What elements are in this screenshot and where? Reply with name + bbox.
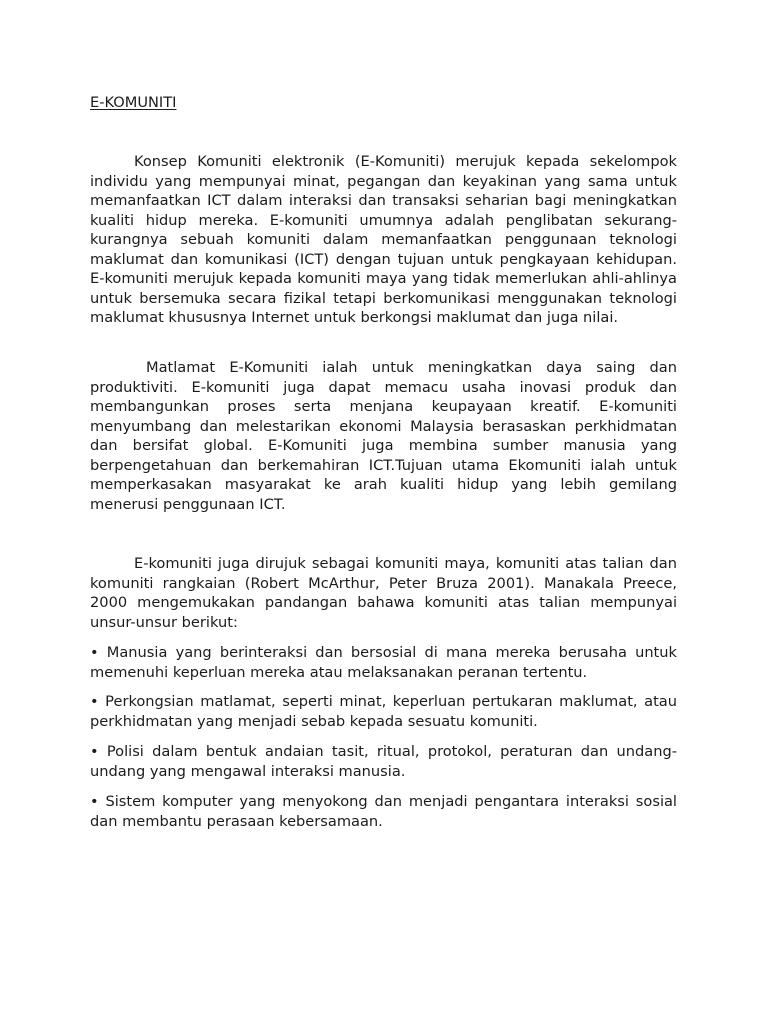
paragraph-konsep: Konsep Komuniti elektronik (E-Komuniti) merujuk kepada sekelompok individu yang mempunyai minat, pegangan dan keyakinan yang sama untuk memanfaatkan ICT dalam interaksi dan transaksi seharian bagi meningkatkan kualiti hidup mereka. E-komuniti umumnya adalah penglibatan sekurang-kurangnya sebuah komuniti dalam memanfaatkan penggunaan teknologi maklumat dan komunikasi (ICT) dengan tujuan untuk pengkayaan kehidupan. E-komuniti merujuk kepada komuniti maya yang tidak memerlukan ahli-ahlinya untuk bersemuka secara fizikal tetapi berkomunikasi menggunakan teknologi maklumat khususnya Internet untuk berkongsi maklumat dan juga nilai. [90, 153, 677, 326]
document-title: E-KOMUNITI [90, 94, 177, 111]
paragraph-matlamat: Matlamat E-Komuniti ialah untuk meningkatkan daya saing dan produktiviti. E-komuniti juga dapat memacu usaha inovasi produk dan membangunkan proses serta menjana keupayaan kreatif. E-komuniti menyumbang dan melestarikan ekonomi Malaysia berasaskan perkhidmatan dan bersifat global. E-Komuniti juga membina sumber manusia yang berpengetahuan dan berkemahiran ICT.Tujuan utama Ekomuniti ialah untuk memperkasakan masyarakat ke arah kualiti hidup yang lebih gemilang menerusi penggunaan ICT. [90, 359, 677, 513]
bullet-item-manusia: • Manusia yang berinteraksi dan bersosial di mana mereka berusaha untuk memenuhi keperluan mereka atau melaksanakan peranan tertentu. [90, 644, 677, 681]
bullet-item-sistem: • Sistem komputer yang menyokong dan menjadi pengantara interaksi sosial dan membantu perasaan kebersamaan. [90, 793, 677, 830]
bullet-item-perkongsian: • Perkongsian matlamat, seperti minat, keperluan pertukaran maklumat, atau perkhidmatan yang menjadi sebab kepada sesuatu komuniti. [90, 693, 677, 730]
paragraph-rujukan: E-komuniti juga dirujuk sebagai komuniti maya, komuniti atas talian dan komuniti rangkaian (Robert McArthur, Peter Bruza 2001). Manakala Preece, 2000 mengemukakan pandangan bahawa komuniti atas talian mempunyai unsur-unsur berikut: [90, 555, 677, 631]
bullet-item-polisi: • Polisi dalam bentuk andaian tasit, ritual, protokol, peraturan dan undang-undang yang mengawal interaksi manusia. [90, 743, 677, 780]
